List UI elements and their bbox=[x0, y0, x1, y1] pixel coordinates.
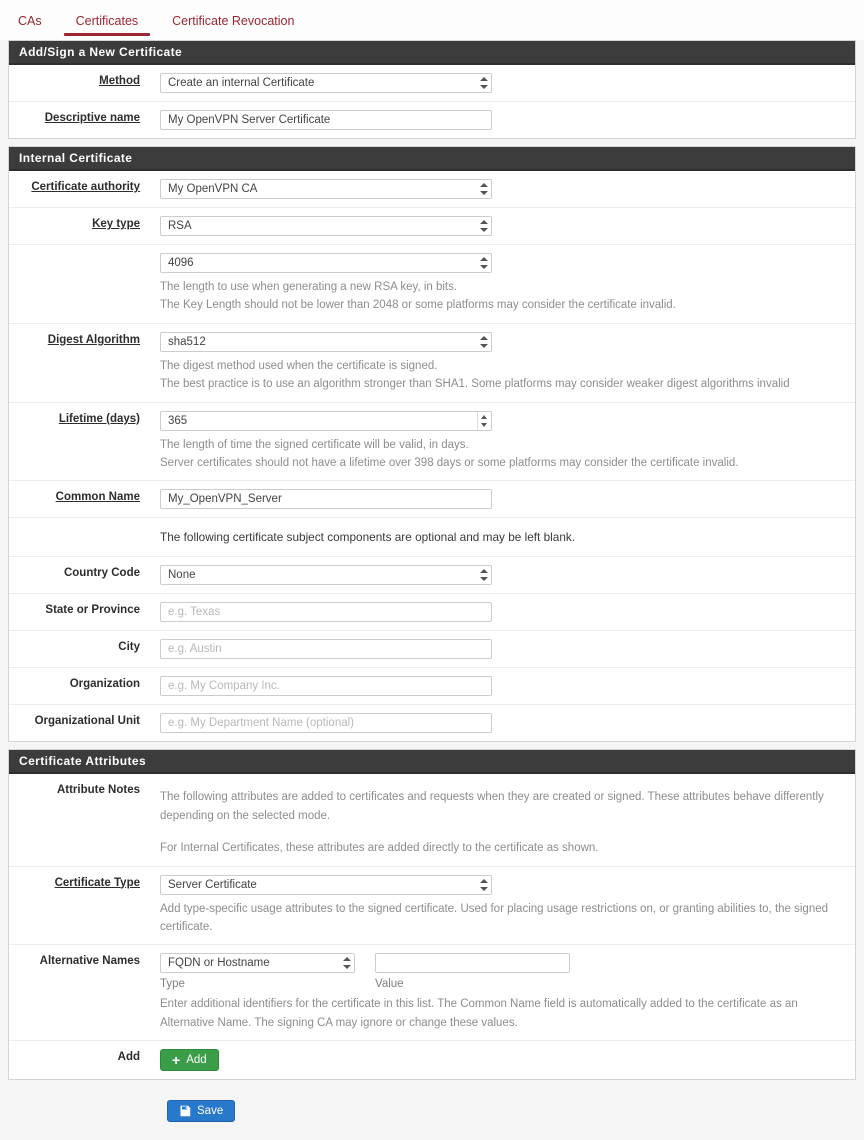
tab-cas[interactable]: CAs bbox=[18, 14, 42, 28]
organization-input[interactable] bbox=[160, 676, 492, 696]
alternative-names-help: Enter additional identifiers for the certificate in this list. The Common Name field is automatically added to the certificate as an Alternative Name. The signing CA may ignore or change these values. bbox=[160, 998, 798, 1029]
row-attribute-notes bbox=[9, 774, 855, 866]
alternative-name-value-caption: Value bbox=[375, 978, 404, 991]
row-optional-note bbox=[9, 518, 855, 557]
row-key-length bbox=[9, 245, 855, 324]
panel-internal-title: Internal Certificate bbox=[9, 147, 855, 171]
key-length-help: The length to use when generating a new RSA key, in bits. The Key Length should not be lower than 2048 or some platforms may consider the certificate invalid. bbox=[160, 281, 676, 312]
row-key-type bbox=[9, 208, 855, 245]
row-common-name bbox=[9, 481, 855, 518]
row-method bbox=[9, 65, 855, 102]
dropdown-arrow-icon bbox=[477, 876, 491, 894]
add-label: Add bbox=[117, 1051, 140, 1064]
panel-certificate-attributes bbox=[8, 749, 856, 1080]
digest-algorithm-label: Digest Algorithm bbox=[47, 333, 140, 346]
organization-label: Organization bbox=[69, 678, 140, 691]
add-button-label: Add bbox=[186, 1054, 207, 1067]
tab-certificates[interactable]: Certificates bbox=[76, 14, 139, 40]
tab-bar bbox=[0, 0, 864, 40]
panel-attributes-title: Certificate Attributes bbox=[9, 750, 855, 774]
method-select-value: Create an internal Certificate bbox=[168, 77, 315, 89]
organizational-unit-input[interactable] bbox=[160, 713, 492, 733]
organizational-unit-label: Organizational Unit bbox=[34, 715, 140, 728]
tab-certificate-revocation[interactable]: Certificate Revocation bbox=[172, 14, 295, 28]
optional-components-note: The following certificate subject components are optional and may be left blank. bbox=[160, 530, 576, 545]
alternative-name-value-input[interactable] bbox=[375, 953, 570, 973]
row-add bbox=[9, 1041, 855, 1079]
add-button[interactable] bbox=[160, 1049, 219, 1071]
state-input[interactable] bbox=[160, 602, 492, 622]
key-type-label: Key type bbox=[92, 218, 140, 230]
city-input[interactable] bbox=[160, 639, 492, 659]
descriptive-name-input[interactable] bbox=[160, 110, 492, 130]
save-button-label: Save bbox=[197, 1105, 224, 1118]
certificate-type-help: Add type-specific usage attributes to the signed certificate. Used for placing usage restrictions on, or granting abilities to, the signed certificate. bbox=[160, 902, 829, 933]
country-code-value: None bbox=[168, 569, 196, 582]
method-label: Method bbox=[99, 75, 140, 87]
row-organization bbox=[9, 668, 855, 705]
plus-icon: + bbox=[172, 1052, 181, 1069]
alternative-names-label: Alternative Names bbox=[39, 955, 140, 968]
row-certificate-authority bbox=[9, 171, 855, 208]
row-state bbox=[9, 594, 855, 631]
optional-note-label-empty bbox=[9, 526, 154, 548]
lifetime-label: Lifetime (days) bbox=[58, 412, 140, 425]
row-organizational-unit bbox=[9, 705, 855, 741]
alternative-name-type-col bbox=[160, 953, 355, 990]
save-button[interactable] bbox=[167, 1100, 235, 1122]
number-spinner-icon[interactable] bbox=[477, 412, 491, 430]
certificate-authority-value: My OpenVPN CA bbox=[168, 183, 258, 195]
key-type-select[interactable] bbox=[160, 216, 492, 236]
dropdown-arrow-icon bbox=[477, 217, 491, 235]
key-length-label-empty bbox=[9, 253, 154, 315]
certificate-type-value: Server Certificate bbox=[168, 878, 257, 891]
key-length-select[interactable] bbox=[160, 253, 492, 273]
dropdown-arrow-icon bbox=[477, 74, 491, 92]
row-city bbox=[9, 631, 855, 668]
dropdown-arrow-icon bbox=[477, 566, 491, 584]
dropdown-arrow-icon bbox=[477, 333, 491, 351]
descriptive-name-label: Descriptive name bbox=[44, 112, 140, 124]
attribute-notes-label: Attribute Notes bbox=[56, 784, 140, 797]
digest-algorithm-value: sha512 bbox=[168, 335, 206, 348]
dropdown-arrow-icon bbox=[477, 180, 491, 198]
alternative-name-value-col bbox=[375, 953, 570, 990]
lifetime-input[interactable] bbox=[160, 411, 492, 431]
common-name-input[interactable] bbox=[160, 489, 492, 509]
country-code-label: Country Code bbox=[63, 567, 140, 580]
certificate-type-select[interactable] bbox=[160, 875, 492, 895]
row-country-code bbox=[9, 557, 855, 594]
common-name-label: Common Name bbox=[55, 491, 140, 504]
dropdown-arrow-icon bbox=[477, 254, 491, 272]
digest-algorithm-select[interactable] bbox=[160, 332, 492, 352]
country-code-select[interactable] bbox=[160, 565, 492, 585]
row-descriptive-name bbox=[9, 102, 855, 138]
panel-add-sign bbox=[8, 40, 856, 139]
digest-algorithm-help: The digest method used when the certificate is signed. The best practice is to use an algorithm stronger than SHA1. Some platforms may consider weaker digest algorithms invalid bbox=[160, 359, 790, 391]
method-select[interactable] bbox=[160, 73, 492, 93]
state-label: State or Province bbox=[45, 604, 140, 617]
row-lifetime bbox=[9, 403, 855, 482]
key-type-value: RSA bbox=[168, 220, 192, 232]
certificate-authority-label: Certificate authority bbox=[31, 181, 140, 193]
alternative-name-type-caption: Type bbox=[160, 978, 185, 991]
panel-internal-certificate bbox=[8, 146, 856, 742]
alternative-name-type-value: FQDN or Hostname bbox=[168, 957, 270, 970]
lifetime-help: The length of time the signed certificate will be valid, in days. Server certificates should not have a lifetime over 398 days or some platforms may consider the certificate invalid. bbox=[160, 438, 739, 469]
dropdown-arrow-icon bbox=[340, 954, 354, 972]
city-label: City bbox=[118, 641, 140, 654]
row-digest-algorithm bbox=[9, 324, 855, 403]
row-certificate-type bbox=[9, 867, 855, 946]
panel-add-sign-title: Add/Sign a New Certificate bbox=[9, 41, 855, 65]
alternative-name-type-select[interactable] bbox=[160, 953, 355, 973]
save-floppy-icon bbox=[179, 1105, 191, 1117]
certificate-authority-select[interactable] bbox=[160, 179, 492, 199]
attribute-notes-text: The following attributes are added to certificates and requests when they are created or signed. These attributes behave differently depending on the selected mode. For Internal Certificates, these attributes are added directly to the certificate as shown. bbox=[160, 791, 824, 855]
row-alternative-names bbox=[9, 945, 855, 1041]
save-row bbox=[0, 1087, 864, 1122]
key-length-value: 4096 bbox=[168, 257, 194, 269]
certificate-type-label: Certificate Type bbox=[54, 876, 140, 889]
